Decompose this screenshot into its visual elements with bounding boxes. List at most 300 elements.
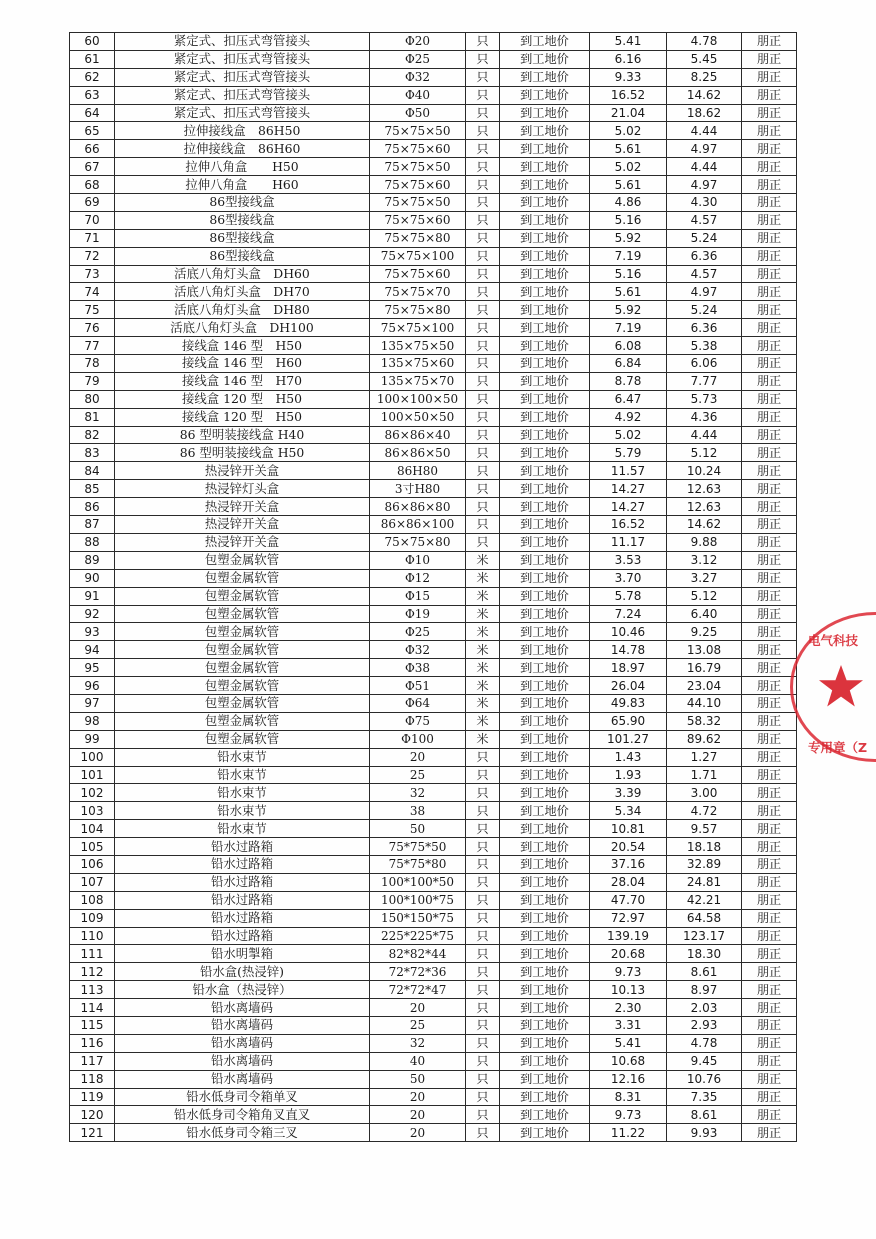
cell-price-1: 139.19 [590,927,667,945]
cell-price-2: 5.12 [667,587,742,605]
cell-price-2: 10.24 [667,462,742,480]
cell-price-type: 到工地价 [500,730,590,748]
cell-price-type: 到工地价 [500,1016,590,1034]
cell-unit: 只 [466,1106,500,1124]
table-row [70,1052,797,1070]
cell-number: 61 [70,50,115,68]
cell-item-name: 铅水离墙码 [115,1016,370,1034]
cell-note: 朋正 [742,337,797,355]
cell-number: 118 [70,1070,115,1088]
cell-item-name: 包塑金属软管 [115,641,370,659]
cell-spec: 86×86×50 [370,444,466,462]
cell-price-2: 2.03 [667,999,742,1017]
cell-number: 103 [70,802,115,820]
table-row [70,945,797,963]
cell-note: 朋正 [742,68,797,86]
cell-item-name: 铅水过路箱 [115,909,370,927]
cell-price-2: 18.30 [667,945,742,963]
cell-number: 82 [70,426,115,444]
cell-spec: 75×75×100 [370,319,466,337]
cell-price-2: 2.93 [667,1016,742,1034]
cell-note: 朋正 [742,641,797,659]
cell-price-2: 4.36 [667,408,742,426]
cell-note: 朋正 [742,50,797,68]
table-row [70,605,797,623]
cell-note: 朋正 [742,1106,797,1124]
cell-price-type: 到工地价 [500,372,590,390]
cell-item-name: 铅水盒(热浸锌) [115,963,370,981]
cell-note: 朋正 [742,748,797,766]
cell-item-name: 包塑金属软管 [115,623,370,641]
cell-spec: 82*82*44 [370,945,466,963]
cell-note: 朋正 [742,176,797,194]
cell-number: 120 [70,1106,115,1124]
cell-note: 朋正 [742,605,797,623]
cell-note: 朋正 [742,122,797,140]
cell-item-name: 铅水束节 [115,820,370,838]
cell-number: 117 [70,1052,115,1070]
cell-price-1: 1.93 [590,766,667,784]
table-row [70,802,797,820]
cell-spec: 86×86×80 [370,498,466,516]
cell-price-type: 到工地价 [500,873,590,891]
cell-unit: 只 [466,355,500,373]
cell-price-1: 5.61 [590,176,667,194]
cell-note: 朋正 [742,1034,797,1052]
cell-note: 朋正 [742,86,797,104]
cell-price-2: 9.88 [667,533,742,551]
cell-price-2: 5.45 [667,50,742,68]
cell-unit: 只 [466,122,500,140]
cell-item-name: 86型接线盒 [115,211,370,229]
table-row [70,623,797,641]
cell-item-name: 铅水明掣箱 [115,945,370,963]
table-row [70,855,797,873]
cell-unit: 只 [466,426,500,444]
cell-price-type: 到工地价 [500,444,590,462]
cell-price-2: 4.44 [667,122,742,140]
cell-price-2: 3.12 [667,551,742,569]
cell-unit: 只 [466,158,500,176]
cell-number: 77 [70,337,115,355]
table-row [70,86,797,104]
cell-spec: 86×86×40 [370,426,466,444]
table-row [70,104,797,122]
cell-unit: 只 [466,533,500,551]
cell-item-name: 铅水离墙码 [115,1070,370,1088]
cell-price-type: 到工地价 [500,569,590,587]
cell-number: 65 [70,122,115,140]
cell-unit: 只 [466,50,500,68]
cell-price-2: 6.06 [667,355,742,373]
cell-note: 朋正 [742,194,797,212]
cell-price-2: 4.72 [667,802,742,820]
cell-number: 111 [70,945,115,963]
cell-price-1: 10.81 [590,820,667,838]
cell-price-1: 10.68 [590,1052,667,1070]
cell-unit: 只 [466,283,500,301]
cell-price-type: 到工地价 [500,247,590,265]
cell-price-1: 4.86 [590,194,667,212]
table-row [70,999,797,1017]
cell-number: 75 [70,301,115,319]
cell-price-2: 8.61 [667,963,742,981]
cell-unit: 只 [466,784,500,802]
cell-price-type: 到工地价 [500,766,590,784]
cell-note: 朋正 [742,229,797,247]
cell-unit: 只 [466,1052,500,1070]
cell-note: 朋正 [742,891,797,909]
cell-price-2: 9.45 [667,1052,742,1070]
cell-spec: Φ15 [370,587,466,605]
cell-unit: 米 [466,659,500,677]
cell-price-1: 5.02 [590,426,667,444]
seal-bottom-text: 专用章（Z [808,740,868,755]
cell-item-name: 紧定式、扣压式弯管接头 [115,86,370,104]
cell-note: 朋正 [742,945,797,963]
cell-number: 119 [70,1088,115,1106]
cell-unit: 只 [466,33,500,51]
cell-spec: Φ100 [370,730,466,748]
cell-item-name: 铅水过路箱 [115,927,370,945]
cell-price-1: 20.54 [590,838,667,856]
cell-item-name: 热浸锌灯头盒 [115,480,370,498]
cell-price-2: 4.57 [667,265,742,283]
cell-spec: Φ51 [370,677,466,695]
cell-note: 朋正 [742,408,797,426]
cell-spec: 38 [370,802,466,820]
cell-number: 109 [70,909,115,927]
table-row [70,873,797,891]
cell-spec: 75×75×60 [370,176,466,194]
cell-price-2: 8.25 [667,68,742,86]
cell-note: 朋正 [742,1070,797,1088]
cell-price-type: 到工地价 [500,498,590,516]
cell-price-type: 到工地价 [500,265,590,283]
table-row [70,283,797,301]
cell-price-1: 5.61 [590,283,667,301]
cell-number: 114 [70,999,115,1017]
cell-item-name: 紧定式、扣压式弯管接头 [115,50,370,68]
cell-number: 93 [70,623,115,641]
cell-unit: 只 [466,480,500,498]
cell-number: 108 [70,891,115,909]
cell-price-2: 3.00 [667,784,742,802]
cell-price-type: 到工地价 [500,1070,590,1088]
cell-price-type: 到工地价 [500,301,590,319]
cell-price-type: 到工地价 [500,963,590,981]
cell-item-name: 包塑金属软管 [115,694,370,712]
star-icon [818,664,864,708]
cell-price-1: 101.27 [590,730,667,748]
cell-price-1: 5.02 [590,158,667,176]
cell-unit: 只 [466,1034,500,1052]
cell-price-2: 14.62 [667,516,742,534]
cell-note: 朋正 [742,426,797,444]
cell-note: 朋正 [742,247,797,265]
cell-item-name: 86型接线盒 [115,194,370,212]
cell-item-name: 铅水过路箱 [115,855,370,873]
cell-item-name: 86 型明装接线盒 H50 [115,444,370,462]
cell-price-type: 到工地价 [500,999,590,1017]
cell-price-1: 9.73 [590,963,667,981]
cell-price-2: 1.71 [667,766,742,784]
table-row [70,50,797,68]
cell-price-2: 32.89 [667,855,742,873]
cell-note: 朋正 [742,355,797,373]
cell-spec: Φ12 [370,569,466,587]
cell-item-name: 铅水离墙码 [115,1034,370,1052]
cell-spec: Φ20 [370,33,466,51]
cell-item-name: 铅水束节 [115,784,370,802]
cell-number: 84 [70,462,115,480]
cell-price-type: 到工地价 [500,1052,590,1070]
cell-price-1: 11.17 [590,533,667,551]
cell-price-1: 14.27 [590,498,667,516]
cell-number: 89 [70,551,115,569]
cell-spec: 100×100×50 [370,390,466,408]
cell-price-1: 5.61 [590,140,667,158]
cell-note: 朋正 [742,587,797,605]
cell-price-type: 到工地价 [500,838,590,856]
cell-note: 朋正 [742,390,797,408]
cell-unit: 只 [466,945,500,963]
cell-spec: 50 [370,820,466,838]
cell-note: 朋正 [742,516,797,534]
cell-price-2: 4.97 [667,140,742,158]
cell-unit: 只 [466,211,500,229]
cell-unit: 只 [466,873,500,891]
table-row [70,963,797,981]
cell-note: 朋正 [742,659,797,677]
cell-price-2: 4.97 [667,176,742,194]
table-row [70,176,797,194]
price-table [69,32,797,1142]
cell-number: 80 [70,390,115,408]
cell-price-1: 8.31 [590,1088,667,1106]
cell-spec: 100*100*50 [370,873,466,891]
cell-item-name: 包塑金属软管 [115,677,370,695]
cell-spec: 135×75×60 [370,355,466,373]
cell-price-type: 到工地价 [500,194,590,212]
cell-number: 113 [70,981,115,999]
cell-number: 76 [70,319,115,337]
cell-unit: 只 [466,247,500,265]
cell-price-1: 8.78 [590,372,667,390]
cell-number: 116 [70,1034,115,1052]
cell-note: 朋正 [742,712,797,730]
table-row [70,516,797,534]
cell-price-type: 到工地价 [500,551,590,569]
cell-unit: 只 [466,408,500,426]
table-row [70,694,797,712]
cell-spec: 20 [370,1106,466,1124]
cell-price-type: 到工地价 [500,158,590,176]
cell-note: 朋正 [742,480,797,498]
cell-price-1: 5.92 [590,301,667,319]
cell-number: 121 [70,1124,115,1142]
table-row [70,247,797,265]
table-row [70,1034,797,1052]
cell-number: 110 [70,927,115,945]
cell-price-1: 37.16 [590,855,667,873]
cell-price-type: 到工地价 [500,283,590,301]
cell-item-name: 紧定式、扣压式弯管接头 [115,33,370,51]
cell-price-2: 4.44 [667,426,742,444]
cell-price-2: 4.78 [667,33,742,51]
cell-unit: 只 [466,301,500,319]
cell-price-type: 到工地价 [500,104,590,122]
cell-price-1: 5.78 [590,587,667,605]
cell-price-type: 到工地价 [500,319,590,337]
table-row [70,981,797,999]
cell-item-name: 包塑金属软管 [115,551,370,569]
cell-price-2: 7.77 [667,372,742,390]
cell-item-name: 包塑金属软管 [115,659,370,677]
table-row [70,158,797,176]
cell-price-1: 26.04 [590,677,667,695]
cell-unit: 米 [466,605,500,623]
cell-number: 87 [70,516,115,534]
cell-item-name: 铅水离墙码 [115,1052,370,1070]
cell-price-2: 5.24 [667,229,742,247]
table-row [70,372,797,390]
cell-price-1: 5.16 [590,265,667,283]
cell-note: 朋正 [742,301,797,319]
cell-unit: 只 [466,104,500,122]
cell-note: 朋正 [742,730,797,748]
cell-number: 95 [70,659,115,677]
cell-price-1: 3.70 [590,569,667,587]
cell-price-1: 5.92 [590,229,667,247]
cell-price-1: 6.16 [590,50,667,68]
cell-spec: 20 [370,999,466,1017]
cell-price-2: 5.38 [667,337,742,355]
table-row [70,33,797,51]
cell-unit: 只 [466,140,500,158]
cell-price-type: 到工地价 [500,86,590,104]
cell-number: 63 [70,86,115,104]
table-row [70,1070,797,1088]
cell-price-1: 72.97 [590,909,667,927]
cell-number: 83 [70,444,115,462]
cell-price-1: 49.83 [590,694,667,712]
cell-item-name: 铅水离墙码 [115,999,370,1017]
table-row [70,408,797,426]
cell-unit: 只 [466,891,500,909]
cell-unit: 只 [466,1088,500,1106]
cell-price-1: 2.30 [590,999,667,1017]
cell-number: 102 [70,784,115,802]
cell-spec: 100*100*75 [370,891,466,909]
cell-price-1: 1.43 [590,748,667,766]
cell-price-2: 8.97 [667,981,742,999]
cell-price-type: 到工地价 [500,587,590,605]
cell-price-2: 8.61 [667,1106,742,1124]
cell-price-type: 到工地价 [500,748,590,766]
cell-spec: Φ64 [370,694,466,712]
cell-item-name: 铅水低身司令箱单叉 [115,1088,370,1106]
cell-item-name: 接线盒 146 型 H50 [115,337,370,355]
cell-price-1: 3.39 [590,784,667,802]
table-row [70,194,797,212]
cell-price-1: 5.02 [590,122,667,140]
cell-price-2: 44.10 [667,694,742,712]
table-row [70,730,797,748]
cell-price-type: 到工地价 [500,229,590,247]
cell-unit: 只 [466,999,500,1017]
cell-item-name: 86 型明装接线盒 H40 [115,426,370,444]
cell-price-type: 到工地价 [500,909,590,927]
cell-note: 朋正 [742,1016,797,1034]
cell-spec: 75×75×50 [370,122,466,140]
table-row [70,265,797,283]
table-row [70,820,797,838]
cell-spec: 75×75×60 [370,265,466,283]
cell-item-name: 拉伸八角盒 H50 [115,158,370,176]
cell-unit: 只 [466,462,500,480]
cell-price-2: 24.81 [667,873,742,891]
cell-price-1: 6.47 [590,390,667,408]
cell-item-name: 活底八角灯头盒 DH60 [115,265,370,283]
cell-price-1: 9.33 [590,68,667,86]
cell-price-2: 16.79 [667,659,742,677]
cell-note: 朋正 [742,551,797,569]
cell-spec: Φ75 [370,712,466,730]
cell-note: 朋正 [742,927,797,945]
cell-unit: 只 [466,390,500,408]
cell-item-name: 紧定式、扣压式弯管接头 [115,104,370,122]
cell-price-2: 18.18 [667,838,742,856]
cell-price-2: 5.24 [667,301,742,319]
cell-number: 112 [70,963,115,981]
cell-price-1: 5.41 [590,1034,667,1052]
cell-unit: 只 [466,229,500,247]
cell-number: 64 [70,104,115,122]
cell-note: 朋正 [742,855,797,873]
table-row [70,891,797,909]
cell-note: 朋正 [742,694,797,712]
cell-price-type: 到工地价 [500,408,590,426]
cell-price-2: 10.76 [667,1070,742,1088]
cell-number: 68 [70,176,115,194]
cell-unit: 米 [466,623,500,641]
cell-price-1: 21.04 [590,104,667,122]
table-row [70,838,797,856]
cell-price-1: 20.68 [590,945,667,963]
cell-spec: Φ50 [370,104,466,122]
cell-number: 71 [70,229,115,247]
cell-spec: 135×75×50 [370,337,466,355]
cell-number: 107 [70,873,115,891]
cell-price-type: 到工地价 [500,820,590,838]
cell-item-name: 热浸锌开关盒 [115,498,370,516]
cell-item-name: 包塑金属软管 [115,605,370,623]
table-row [70,122,797,140]
cell-price-2: 13.08 [667,641,742,659]
cell-unit: 只 [466,319,500,337]
cell-price-type: 到工地价 [500,176,590,194]
cell-item-name: 热浸锌开关盒 [115,516,370,534]
table-row [70,587,797,605]
cell-note: 朋正 [742,677,797,695]
cell-item-name: 拉伸八角盒 H60 [115,176,370,194]
cell-price-1: 28.04 [590,873,667,891]
cell-spec: 32 [370,784,466,802]
table-row [70,748,797,766]
cell-number: 100 [70,748,115,766]
cell-price-1: 7.24 [590,605,667,623]
